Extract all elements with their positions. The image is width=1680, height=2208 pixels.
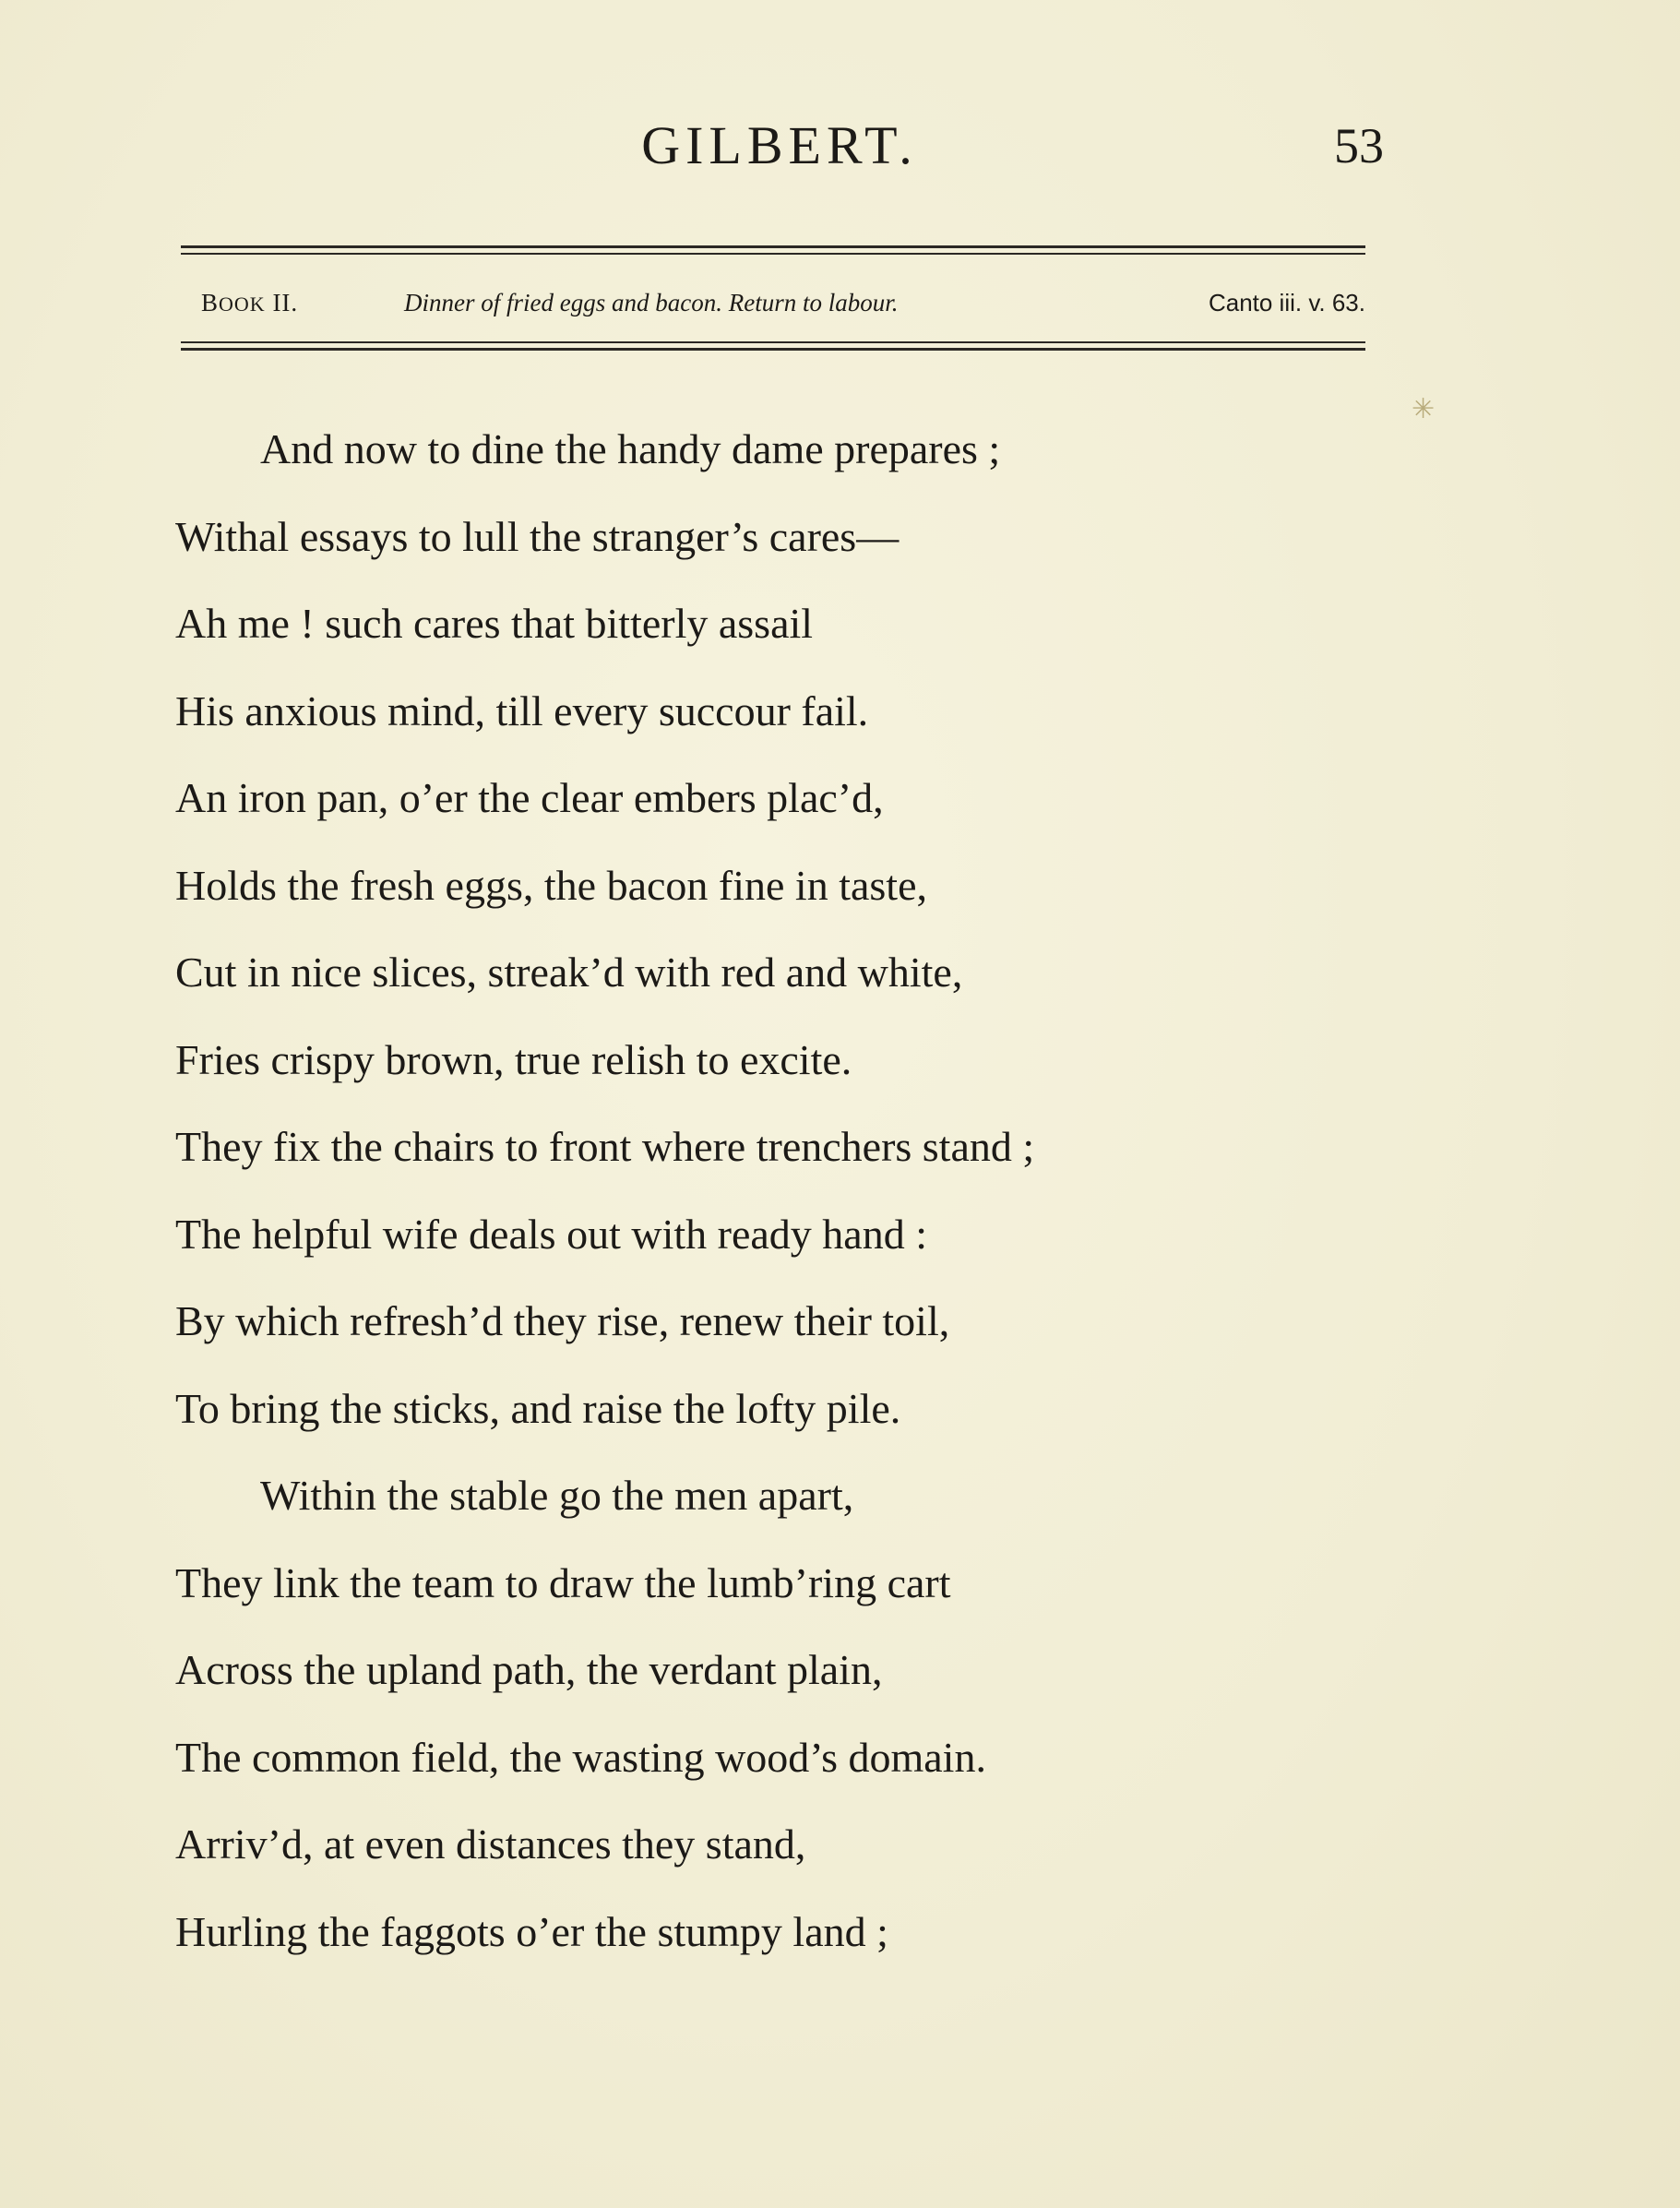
verse-line: By which refresh’d they rise, renew their toil,: [175, 1297, 950, 1344]
running-head: [175, 109, 1384, 183]
verse-line: Fries crispy brown, true relish to excite.: [175, 1035, 852, 1083]
verse-line: Hurling the faggots o’er the stumpy land ;: [175, 1907, 888, 1955]
verse-line: Holds the fresh eggs, the bacon fine in taste,: [175, 861, 927, 909]
verse-line: The helpful wife deals out with ready hand :: [175, 1210, 927, 1258]
section-subheading: [201, 279, 1365, 327]
verse-line: Cut in nice slices, streak’d with red and white,: [175, 949, 963, 996]
verse-line: Withal essays to lull the stranger’s cares—: [175, 512, 900, 560]
verse-line: Within the stable go the men apart,: [260, 1472, 854, 1519]
running-title: GILBERT.: [641, 115, 918, 175]
bottom-double-rule: [181, 341, 1365, 351]
verse-line: His anxious mind, till every succour fail.: [175, 686, 869, 734]
page-number: 53: [1334, 118, 1384, 173]
verse-line: And now to dine the handy dame prepares ;: [260, 425, 1001, 472]
verse-line: They link the team to draw the lumb’ring cart: [175, 1558, 951, 1606]
verse-line: To bring the sticks, and raise the lofty pile.: [175, 1384, 901, 1432]
section-summary: Dinner of fried eggs and bacon. Return to labour.: [404, 289, 899, 316]
verse-line: Ah me ! such cares that bitterly assail: [175, 600, 814, 647]
ink-smudge-icon: ✳: [1412, 394, 1436, 424]
verse-line: They fix the chairs to front where trenchers stand ;: [175, 1123, 1035, 1170]
canto-reference: Canto iii. v. 63.: [1208, 289, 1365, 316]
verse-line: Across the upland path, the verdant plain,: [175, 1646, 883, 1693]
top-double-rule: [181, 245, 1365, 255]
book-label: BOOK II.: [201, 289, 299, 316]
verse-line: The common field, the wasting wood’s domain.: [175, 1733, 986, 1781]
verse-line: An iron pan, o’er the clear embers plac’d,: [175, 774, 884, 821]
verse-line: Arriv’d, at even distances they stand,: [175, 1820, 806, 1868]
poem-body: [175, 417, 1375, 1987]
